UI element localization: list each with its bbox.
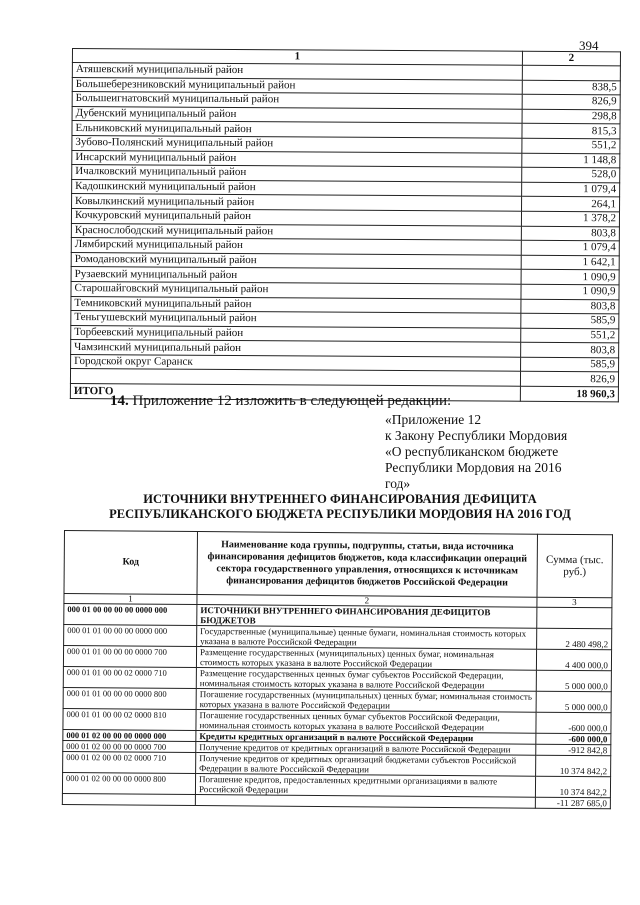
- paragraph-number: 14.: [110, 393, 129, 409]
- row-name: ИСТОЧНИКИ ВНУТРЕННЕГО ФИНАНСИРОВАНИЯ ДЕФИЦИТОВ БЮДЖЕТОВ: [197, 605, 537, 629]
- district-name: Кочкуровский муниципальный район: [71, 208, 521, 225]
- row-amount: 5 000 000,0: [536, 691, 611, 713]
- table-header-row: [64, 531, 612, 598]
- row-name: Погашение государственных (муниципальных) ценных бумаг, номинальная стоимость которых указана в валюте Российской Федерации: [196, 689, 536, 713]
- header-sum: Сумма (тыс. руб.): [537, 534, 612, 598]
- district-name: Большеберезниковский муниципальный район: [72, 77, 522, 94]
- row-name: Получение кредитов от кредитных организаций бюджетами субъектов Российской Федерации в валюте Российской Федерации: [196, 753, 536, 777]
- appendix-line: к Закону Республики Мордовия: [385, 428, 568, 443]
- district-name: Дубенский муниципальный район: [72, 106, 522, 123]
- district-name: Кадошкинский муниципальный район: [72, 179, 522, 196]
- row-name: Погашение государственных ценных бумаг субъектов Российской Федерации, номинальная стоимость которых указана в валюте Российской Федерации: [196, 710, 536, 734]
- district-value: 264,1: [522, 197, 620, 212]
- district-name: Рузаевский муниципальный район: [71, 267, 521, 284]
- district-name: Чамзинский муниципальный район: [71, 340, 521, 357]
- column-header: 1: [72, 49, 522, 66]
- row-amount: 5 000 000,0: [536, 670, 611, 692]
- row-code: 000 01 01 00 00 00 0000 000: [64, 625, 197, 647]
- row-amount: 4 400 000,0: [536, 649, 611, 671]
- districts-table: [70, 48, 621, 402]
- row-amount: -912 842,8: [536, 744, 611, 756]
- district-value: 298,8: [522, 109, 620, 124]
- column-index: 2: [197, 595, 537, 608]
- column-index: 3: [537, 597, 612, 608]
- row-name: Кредиты кредитных организаций в валюте Российской Федерации: [196, 731, 536, 745]
- district-name: Темниковский муниципальный район: [71, 296, 521, 313]
- district-value: 585,9: [521, 357, 619, 372]
- title-line: РЕСПУБЛИКАНСКОГО БЮДЖЕТА РЕСПУБЛИКИ МОРДОВИЯ НА 2016 ГОД: [109, 507, 571, 521]
- appendix-line: год»: [385, 476, 411, 491]
- district-value: 1 090,9: [521, 284, 619, 299]
- row-amount: -11 287 685,0: [535, 797, 610, 809]
- district-value: 1 079,4: [521, 240, 619, 255]
- district-name: Теньгушевский муниципальный район: [71, 311, 521, 328]
- row-code: 000 01 02 00 00 00 0000 800: [62, 772, 195, 794]
- column-header: 2: [522, 51, 620, 66]
- row-amount: 10 374 842,2: [535, 776, 610, 798]
- row-code: 000 01 01 00 00 00 0000 700: [63, 646, 196, 668]
- district-value: 585,9: [521, 313, 619, 328]
- district-name: Атяшевский муниципальный район: [72, 63, 522, 80]
- district-value: 551,2: [521, 328, 619, 343]
- district-value: 528,0: [522, 167, 620, 182]
- district-name: Большеигнатовский муниципальный район: [72, 92, 522, 109]
- row-name: Размещение государственных (муниципальных) ценных бумаг, номинальная стоимость которых указана в валюте Российской Федерации: [196, 647, 536, 671]
- row-code: 000 01 01 00 00 02 0000 710: [63, 666, 196, 688]
- row-code: [62, 793, 195, 805]
- appendix-note: [385, 412, 595, 492]
- appendix-line: «О республиканском бюджете: [385, 444, 559, 459]
- district-value: 803,8: [521, 343, 619, 358]
- district-name: Ковылкинский муниципальный район: [72, 194, 522, 211]
- row-code: 000 01 01 00 00 00 0000 800: [63, 687, 196, 709]
- paragraph-text: Приложение 12 изложить в следующей редакции:: [132, 393, 452, 409]
- district-name: Инсарский муниципальный район: [72, 150, 522, 167]
- district-value: 826,9: [522, 94, 620, 109]
- row-name: Размещение государственных ценных бумаг субъектов Российской Федерации, номинальная стоимость которых указана в валюте Российской Федерации: [196, 668, 536, 692]
- district-value: 1 148,8: [522, 153, 620, 168]
- district-name: Лямбирский муниципальный район: [71, 238, 521, 255]
- district-value: [522, 65, 620, 80]
- row-code: 000 01 00 00 00 00 0000 000: [64, 604, 197, 626]
- total-label: ИТОГО: [70, 384, 520, 402]
- row-name: Получение кредитов от кредитных организаций в валюте Российской Федерации: [196, 742, 536, 756]
- row-amount: 10 374 842,2: [536, 755, 611, 777]
- row-code: 000 01 01 00 00 02 0000 810: [63, 708, 196, 730]
- district-name: Старошайговский муниципальный район: [71, 281, 521, 298]
- row-code: 000 01 02 00 00 00 0000 000: [63, 729, 196, 741]
- district-value: 1 090,9: [521, 270, 619, 285]
- row-amount: [537, 607, 612, 629]
- row-code: 000 01 02 00 00 02 0000 710: [63, 751, 196, 773]
- district-name: Зубово-Полянский муниципальный район: [72, 135, 522, 152]
- row-name: Государственные (муниципальные) ценные бумаги, номинальная стоимость которых указана в валюте Российской Федерации: [197, 626, 537, 650]
- row-amount: -600 000,0: [536, 733, 611, 745]
- district-value: 1 079,4: [522, 182, 620, 197]
- district-name: Торбеевский муниципальный район: [71, 325, 521, 342]
- column-index: 1: [64, 594, 197, 605]
- row-amount: 2 480 498,2: [537, 628, 612, 650]
- district-name: Краснослободский муниципальный район: [71, 223, 521, 240]
- district-value: 803,8: [521, 299, 619, 314]
- row-code: 000 01 02 00 00 00 0000 700: [63, 740, 196, 752]
- paragraph-14: [110, 393, 451, 410]
- title-line: ИСТОЧНИКИ ВНУТРЕННЕГО ФИНАНСИРОВАНИЯ ДЕФИЦИТА: [143, 492, 537, 506]
- district-name: Ельниковский муниципальный район: [72, 121, 522, 138]
- district-name: Городской округ Саранск: [71, 354, 521, 371]
- appendix-line: Республики Мордовия на 2016: [385, 460, 562, 475]
- district-value: 826,9: [520, 372, 618, 387]
- header-code: Код: [64, 531, 197, 595]
- district-value: 803,8: [521, 226, 619, 241]
- header-name: Наименование кода группы, подгруппы, статьи, вида источника финансирования дефицитов бюджетов, кода классификации операций сектора государственного управления, относящихся к источникам финансирования дефицитов бюджетов Российской Федерации: [197, 532, 537, 598]
- total-value: 18 960,3: [520, 386, 618, 402]
- financing-sources-table: [62, 530, 613, 809]
- district-name: Ромодановский муниципальный район: [71, 252, 521, 269]
- row-name: Погашение кредитов, предоставленных кредитными организациями в валюте Российской Федерации: [195, 774, 535, 798]
- district-name: Ичалковский муниципальный район: [72, 165, 522, 182]
- district-value: 815,3: [522, 124, 620, 139]
- page-number: 394: [579, 38, 599, 53]
- district-value: 551,2: [522, 138, 620, 153]
- district-value: 838,5: [522, 80, 620, 95]
- row-amount: -600 000,0: [536, 712, 611, 734]
- district-value: 1 642,1: [521, 255, 619, 270]
- appendix-line: «Приложение 12: [385, 412, 482, 427]
- row-name: [195, 795, 535, 809]
- district-value: 1 378,2: [521, 211, 619, 226]
- document-title: [70, 492, 610, 522]
